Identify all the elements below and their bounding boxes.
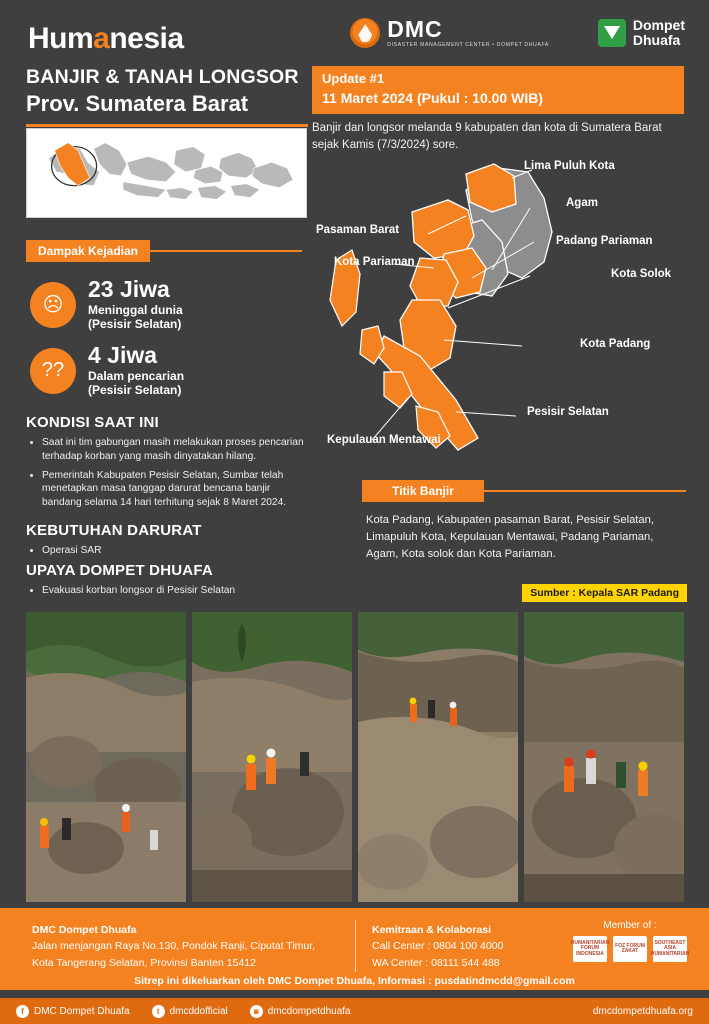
person-fallen-icon: ☹	[30, 282, 76, 328]
landslide-photo-2	[192, 612, 352, 902]
social-facebook[interactable]	[16, 1005, 130, 1018]
update-label: Update #1	[322, 71, 385, 86]
social-instagram[interactable]	[250, 1005, 351, 1018]
map-label: Kota Pariaman	[334, 256, 415, 268]
map-label: Kota Padang	[580, 338, 651, 350]
page-title-line1: BANJIR & TANAH LONGSOR	[26, 66, 299, 88]
social-label: dmcddofficial	[169, 1005, 228, 1017]
section-heading: UPAYA DOMPET DHUAFA	[26, 562, 213, 579]
stat-sublabel: (Pesisir Selatan)	[88, 317, 182, 331]
sumatera-map-svg	[316, 150, 700, 470]
section-upaya-dompet-dhuafa	[26, 562, 316, 603]
stat-label: Meninggal dunia	[88, 303, 183, 317]
list-item: • Pemerintah Kabupaten Pesisir Selatan, Sumbar telah menetapkan masa tanggap darurat bencana banjir bandang selama 14 hari terhitung sejak 8 Maret 2024.	[42, 469, 306, 510]
dompet-dhuafa-mark-icon	[598, 19, 626, 47]
page-title	[26, 66, 304, 127]
section-kondisi-saat-ini	[26, 414, 306, 515]
dmc-logo-subtext: DISASTER MANAGEMENT CENTER • DOMPET DHUAFA	[387, 42, 549, 48]
kondisi-list	[26, 436, 306, 510]
dompet-dhuafa-line1: Dompet	[632, 17, 685, 33]
member-of-block	[570, 920, 690, 962]
source-badge: Sumber : Kepala SAR Padang	[522, 584, 687, 602]
indonesia-locator-map	[26, 128, 307, 218]
footer-contact	[372, 922, 503, 971]
map-label: Padang Pariaman	[556, 235, 653, 247]
dampak-kejadian-label: Dampak Kejadian	[37, 244, 139, 258]
dmc-logo-text: DMC	[387, 16, 443, 42]
map-label: Kepulauan Mentawai	[327, 434, 441, 446]
social-label: dmcdompetdhuafa	[267, 1005, 351, 1017]
landslide-photo-1	[26, 612, 186, 902]
indonesia-map-svg	[27, 129, 306, 217]
kebutuhan-list	[26, 544, 306, 558]
map-label: Agam	[566, 197, 598, 209]
footer-org: DMC Dompet Dhuafa	[32, 924, 137, 936]
list-item: • Operasi SAR	[42, 544, 306, 558]
sitrep-note: Sitrep ini dikeluarkan oleh DMC Dompet Dhuafa, Informasi : pusdatindmcdd@gmail.com	[134, 975, 575, 987]
instagram-icon: ◙	[250, 1005, 263, 1018]
map-label: Pesisir Selatan	[527, 406, 609, 418]
dmc-logo	[350, 18, 549, 48]
title-divider	[26, 124, 308, 127]
titik-banjir-divider	[484, 490, 686, 492]
sumatera-barat-map	[316, 150, 700, 470]
photo-strip	[26, 612, 684, 902]
upaya-list	[26, 584, 316, 598]
humanesia-logo-text: Humanesia	[28, 22, 184, 55]
list-item: • Saat ini tim gabungan masih melakukan proses pencarian terhadap korban yang masih dinyatakan hilang.	[42, 436, 306, 464]
photo-item	[192, 612, 352, 902]
footer-wa-center: WA Center : 08111 544 488	[372, 956, 500, 969]
update-datetime: 11 Maret 2024 (Pukul : 10.00 WIB)	[322, 90, 543, 106]
dmc-flame-icon	[350, 18, 380, 48]
dompet-dhuafa-line2: Dhuafa	[632, 31, 681, 48]
stat-number: 4 Jiwa	[88, 342, 158, 368]
dampak-kejadian-tab	[26, 240, 150, 262]
section-kebutuhan-darurat	[26, 522, 306, 563]
social-twitter[interactable]	[152, 1005, 228, 1018]
footer-partner-heading: Kemitraan & Kolaborasi	[372, 924, 492, 936]
section-heading: KONDISI SAAT INI	[26, 414, 159, 431]
member-logo: SOUTHEAST ASIA HUMANITARIAN	[653, 936, 687, 962]
stat-number: 23 Jiwa	[88, 276, 170, 302]
update-banner	[312, 66, 684, 114]
missing-persons-icon: ??	[30, 348, 76, 394]
footer-call-center: Call Center : 0804 100 4000	[372, 940, 504, 953]
photo-item	[524, 612, 684, 902]
list-item: • Evakuasi korban longsor di Pesisir Selatan	[42, 584, 316, 598]
facebook-icon: f	[16, 1005, 29, 1018]
footer-address	[32, 922, 315, 971]
dompet-dhuafa-logo	[598, 18, 685, 47]
landslide-photo-3	[358, 612, 518, 902]
stat-item	[30, 344, 184, 397]
dampak-divider	[150, 250, 302, 252]
map-label: Pasaman Barat	[316, 224, 400, 236]
social-bar	[0, 998, 709, 1024]
member-logo: HUMANITARIAN FORUM INDONESIA	[573, 936, 607, 962]
landslide-photo-4	[524, 612, 684, 902]
website-link[interactable]: dmcdompetdhuafa.org	[592, 1005, 693, 1017]
member-logo: FOZ FORUM ZAKAT	[613, 936, 647, 962]
twitter-icon: t	[152, 1005, 165, 1018]
map-label: Kota Solok	[611, 268, 672, 280]
header	[0, 0, 709, 62]
footer-address-line2: Kota Tangerang Selatan, Provinsi Banten 15412	[32, 956, 256, 969]
section-heading: KEBUTUHAN DARURAT	[26, 522, 202, 539]
stat-item	[30, 278, 183, 331]
photo-item	[358, 612, 518, 902]
member-of-label: Member of :	[603, 920, 657, 931]
stat-sublabel: (Pesisir Selatan)	[88, 383, 182, 397]
stat-label: Dalam pencarian	[88, 369, 185, 383]
social-label: DMC Dompet Dhuafa	[34, 1005, 130, 1017]
footer-address-line1: Jalan menjangan Raya No.130, Pondok Ranji, Ciputat Timur,	[32, 940, 316, 953]
member-logos	[570, 936, 690, 962]
update-description: Banjir dan longsor melanda 9 kabupaten dan kota di Sumatera Barat sejak Kamis (7/3/2024) sore.	[312, 122, 662, 151]
titik-banjir-label: Titik Banjir	[392, 484, 454, 498]
footer-divider	[355, 920, 356, 972]
photo-item	[26, 612, 186, 902]
humanesia-logo	[28, 22, 184, 56]
map-label: Lima Puluh Kota	[524, 160, 615, 172]
page-title-line2: Prov. Sumatera Barat	[26, 91, 249, 116]
titik-banjir-tab	[362, 480, 484, 502]
titik-banjir-body: Kota Padang, Kabupaten pasaman Barat, Pesisir Selatan, Limapuluh Kota, Kepulauan Mentawai, Padang Pariaman, Agam, Kota solok dan Kota Pariaman.	[366, 514, 654, 560]
